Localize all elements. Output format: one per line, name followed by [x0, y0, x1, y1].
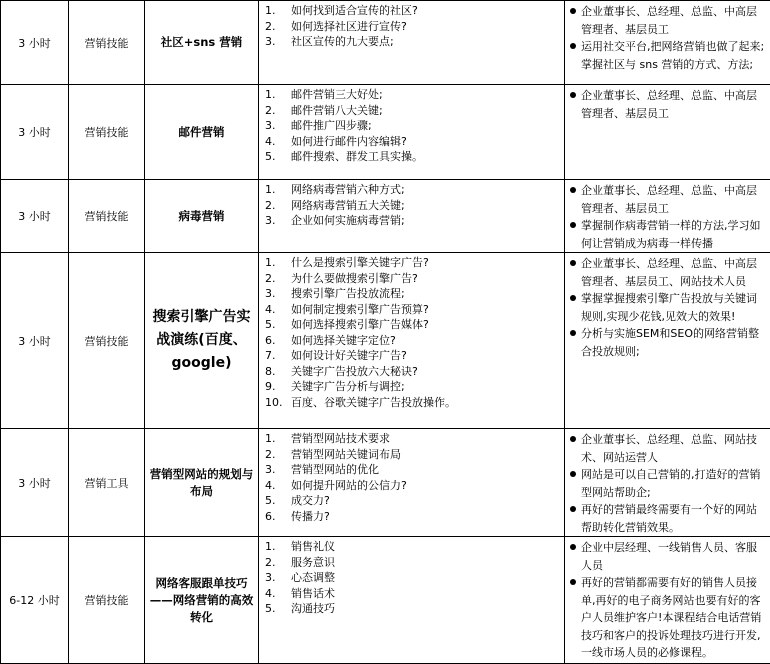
content-items-cell [259, 429, 565, 537]
course-row [1, 180, 770, 253]
content-items-cell [259, 253, 565, 429]
item-text: 关键字广告分析与调控; [291, 379, 405, 395]
topic-cell: 搜索引擎广告实战演练(百度、google) [145, 253, 259, 429]
audience-text: 分析与实施SEM和SEO的网络营销整合投放规则; [581, 325, 766, 360]
duration-cell: 6-12 小时 [1, 537, 69, 664]
content-item [265, 431, 562, 447]
audience-bullet [569, 501, 766, 536]
item-number: 1. [265, 539, 291, 555]
audience-cell [565, 537, 770, 664]
audience-text: 企业董事长、总经理、总监、中高层管理者、基层员工 [581, 182, 766, 217]
item-number: 4. [265, 586, 291, 602]
audience-text: 企业董事长、总经理、总监、中高层管理者、基层员工、网站技术人员 [581, 255, 766, 290]
content-item [265, 348, 562, 364]
item-number: 4. [265, 302, 291, 318]
item-text: 如何选择关键字定位? [291, 333, 396, 349]
audience-bullet [569, 431, 766, 466]
item-text: 如何进行邮件内容编辑? [291, 134, 407, 150]
bullet-dot-icon [569, 539, 581, 574]
category-cell: 营销技能 [69, 537, 145, 664]
content-item [265, 601, 562, 617]
audience-cell [565, 85, 770, 180]
audience-text: 网站是可以自己营销的,打造好的营销型网站帮助企; [581, 466, 766, 501]
item-number: 9. [265, 379, 291, 395]
content-items-cell [259, 180, 565, 253]
item-number: 3. [265, 118, 291, 134]
bullet-dot-icon [569, 217, 581, 252]
bullet-dot-icon [569, 255, 581, 290]
content-items-cell [259, 537, 565, 664]
content-item [265, 379, 562, 395]
item-text: 如何选择搜索引擎广告媒体? [291, 317, 429, 333]
content-item [265, 317, 562, 333]
bullet-dot-icon [569, 290, 581, 325]
content-item [265, 118, 562, 134]
item-text: 企业如何实施病毒营销; [291, 213, 405, 229]
item-text: 邮件推广四步骤; [291, 118, 372, 134]
bullet-dot-icon [569, 501, 581, 536]
item-number: 5. [265, 149, 291, 165]
item-number: 2. [265, 198, 291, 214]
item-text: 营销型网站关键词布局 [291, 447, 401, 463]
item-number: 6. [265, 333, 291, 349]
audience-text: 再好的营销都需要有好的销售人员接单,再好的电子商务网站也要有好的客户人员维护客户!本课程结合电话营销技巧和客户的投诉处理技巧进行开发,一线市场人员的必修课程。 [581, 574, 766, 662]
item-number: 10. [265, 395, 291, 411]
audience-text: 企业董事长、总经理、总监、网站技术、网站运营人 [581, 431, 766, 466]
content-item [265, 149, 562, 165]
item-text: 服务意识 [291, 555, 335, 571]
topic-cell: 网络客服跟单技巧——网络营销的高效转化 [145, 537, 259, 664]
item-number: 1. [265, 255, 291, 271]
topic-cell: 病毒营销 [145, 180, 259, 253]
item-text: 销售礼仪 [291, 539, 335, 555]
content-item [265, 570, 562, 586]
audience-bullet [569, 325, 766, 360]
content-item [265, 134, 562, 150]
item-number: 5. [265, 317, 291, 333]
course-table-body [1, 1, 770, 664]
content-item [265, 286, 562, 302]
bullet-dot-icon [569, 182, 581, 217]
audience-cell [565, 1, 770, 85]
content-item [265, 509, 562, 525]
bullet-dot-icon [569, 3, 581, 38]
item-number: 2. [265, 555, 291, 571]
bullet-dot-icon [569, 38, 581, 73]
content-item [265, 539, 562, 555]
item-number: 1. [265, 87, 291, 103]
duration-cell: 3 小时 [1, 85, 69, 180]
duration-cell: 3 小时 [1, 253, 69, 429]
audience-text: 掌握制作病毒营销一样的方法,学习如何让营销成为病毒一样传播 [581, 217, 766, 252]
audience-bullet [569, 290, 766, 325]
audience-bullet [569, 3, 766, 38]
audience-text: 掌握掌握搜索引擎广告投放与关键词规则,实现少花钱,见效大的效果! [581, 290, 766, 325]
item-number: 3. [265, 462, 291, 478]
item-text: 为什么要做搜索引擎广告? [291, 271, 418, 287]
content-item [265, 213, 562, 229]
item-text: 传播力? [291, 509, 330, 525]
content-item [265, 395, 562, 411]
bullet-dot-icon [569, 466, 581, 501]
item-number: 4. [265, 134, 291, 150]
bullet-dot-icon [569, 325, 581, 360]
content-item [265, 447, 562, 463]
item-number: 8. [265, 364, 291, 380]
category-cell: 营销工具 [69, 429, 145, 537]
item-number: 2. [265, 271, 291, 287]
audience-bullet [569, 574, 766, 662]
item-number: 3. [265, 34, 291, 50]
item-text: 搜索引擎广告投放流程; [291, 286, 405, 302]
item-number: 1. [265, 431, 291, 447]
content-item [265, 478, 562, 494]
course-row [1, 537, 770, 664]
audience-cell [565, 253, 770, 429]
content-item [265, 364, 562, 380]
content-item [265, 255, 562, 271]
item-text: 心态调整 [291, 570, 335, 586]
content-item [265, 302, 562, 318]
item-number: 3. [265, 213, 291, 229]
item-text: 如何设计好关键字广告? [291, 348, 407, 364]
item-text: 沟通技巧 [291, 601, 335, 617]
audience-text: 企业董事长、总经理、总监、中高层管理者、基层员工 [581, 3, 766, 38]
item-text: 关键字广告投放六大秘诀? [291, 364, 418, 380]
duration-cell: 3 小时 [1, 429, 69, 537]
audience-bullet [569, 38, 766, 73]
item-text: 营销型网站的优化 [291, 462, 379, 478]
topic-cell: 邮件营销 [145, 85, 259, 180]
content-items-cell [259, 1, 565, 85]
item-text: 销售话术 [291, 586, 335, 602]
item-text: 如何提升网站的公信力? [291, 478, 407, 494]
item-number: 2. [265, 103, 291, 119]
content-item [265, 3, 562, 19]
item-text: 网络病毒营销六种方式; [291, 182, 405, 198]
content-item [265, 333, 562, 349]
item-text: 邮件营销八大关键; [291, 103, 383, 119]
content-item [265, 555, 562, 571]
item-text: 如何制定搜索引擎广告预算? [291, 302, 429, 318]
content-items-cell [259, 85, 565, 180]
audience-text: 运用社交平台,把网络营销也做了起来;掌握社区与 sns 营销的方式、方法; [581, 38, 766, 73]
content-item [265, 34, 562, 50]
audience-bullet [569, 87, 766, 122]
content-item [265, 19, 562, 35]
item-text: 百度、谷歌关键字广告投放操作。 [291, 395, 456, 411]
bullet-dot-icon [569, 87, 581, 122]
item-number: 3. [265, 286, 291, 302]
audience-cell [565, 429, 770, 537]
audience-bullet [569, 182, 766, 217]
content-item [265, 271, 562, 287]
duration-cell: 3 小时 [1, 180, 69, 253]
content-item [265, 586, 562, 602]
course-row [1, 253, 770, 429]
course-row [1, 1, 770, 85]
item-number: 1. [265, 3, 291, 19]
item-text: 邮件营销三大好处; [291, 87, 383, 103]
duration-cell: 3 小时 [1, 1, 69, 85]
content-item [265, 182, 562, 198]
content-item [265, 103, 562, 119]
item-number: 5. [265, 601, 291, 617]
item-text: 社区宣传的九大要点; [291, 34, 394, 50]
category-cell: 营销技能 [69, 1, 145, 85]
content-item [265, 87, 562, 103]
category-cell: 营销技能 [69, 180, 145, 253]
item-text: 成交力? [291, 493, 330, 509]
audience-text: 企业董事长、总经理、总监、中高层管理者、基层员工 [581, 87, 766, 122]
audience-text: 企业中层经理、一线销售人员、客服人员 [581, 539, 766, 574]
item-text: 如何选择社区进行宣传? [291, 19, 407, 35]
item-text: 什么是搜索引擎关键字广告? [291, 255, 429, 271]
item-number: 2. [265, 19, 291, 35]
bullet-dot-icon [569, 431, 581, 466]
audience-cell [565, 180, 770, 253]
category-cell: 营销技能 [69, 85, 145, 180]
topic-cell: 社区+sns 营销 [145, 1, 259, 85]
content-item [265, 462, 562, 478]
item-text: 邮件搜索、群发工具实操。 [291, 149, 423, 165]
item-number: 5. [265, 493, 291, 509]
item-number: 2. [265, 447, 291, 463]
audience-bullet [569, 217, 766, 252]
item-number: 4. [265, 478, 291, 494]
item-number: 1. [265, 182, 291, 198]
item-text: 如何找到适合宣传的社区? [291, 3, 418, 19]
item-number: 6. [265, 509, 291, 525]
bullet-dot-icon [569, 574, 581, 662]
category-cell: 营销技能 [69, 253, 145, 429]
topic-cell: 营销型网站的规划与布局 [145, 429, 259, 537]
content-item [265, 493, 562, 509]
audience-bullet [569, 255, 766, 290]
course-row [1, 85, 770, 180]
course-row [1, 429, 770, 537]
content-item [265, 198, 562, 214]
item-number: 7. [265, 348, 291, 364]
audience-bullet [569, 539, 766, 574]
item-text: 营销型网站技术要求 [291, 431, 390, 447]
item-text: 网络病毒营销五大关键; [291, 198, 405, 214]
item-number: 3. [265, 570, 291, 586]
audience-bullet [569, 466, 766, 501]
audience-text: 再好的营销最终需要有一个好的网站帮助转化营销效果。 [581, 501, 766, 536]
